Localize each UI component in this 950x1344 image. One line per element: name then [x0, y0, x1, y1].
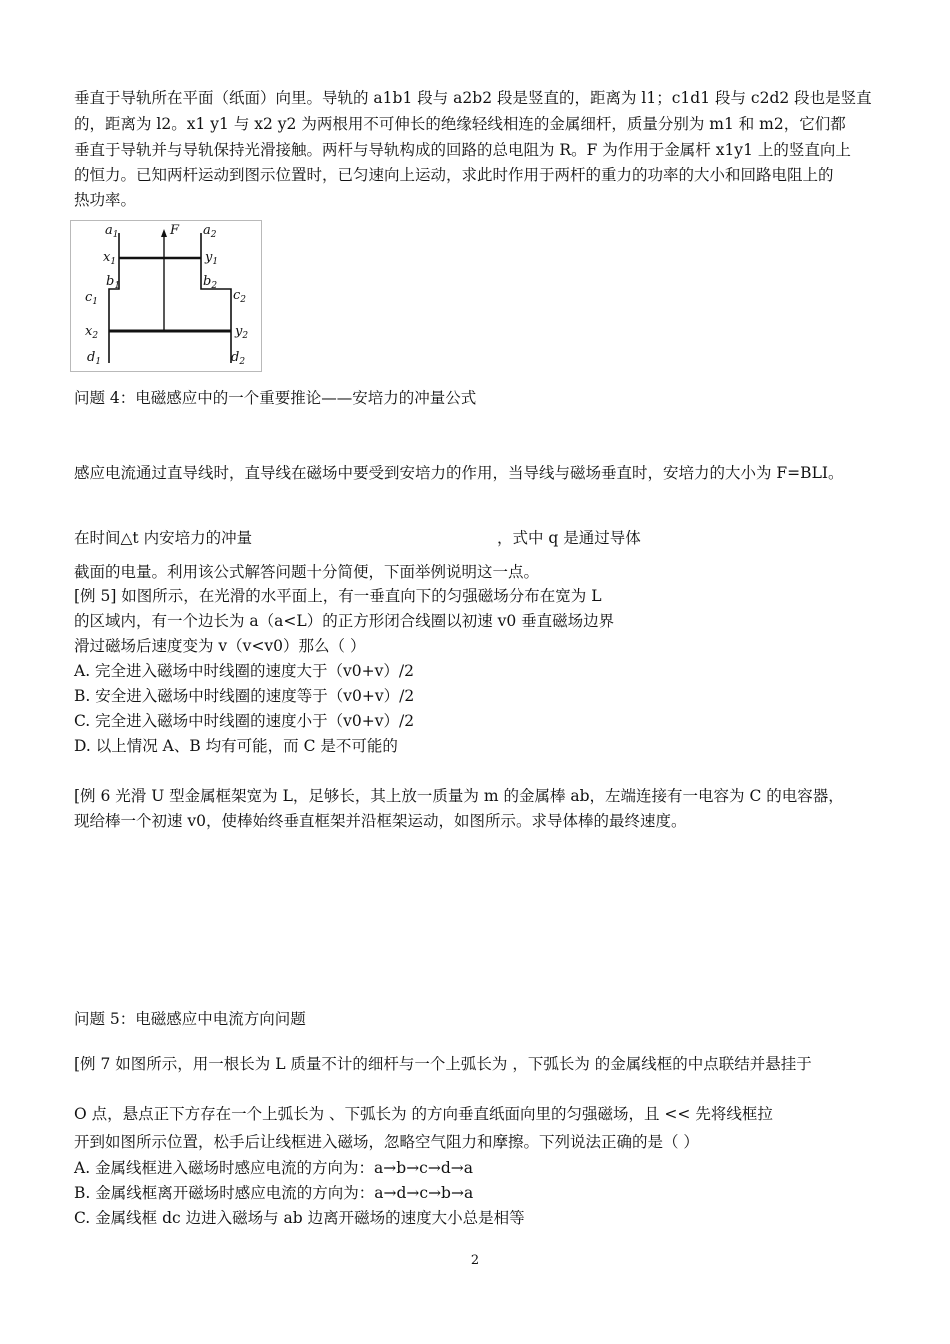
text-line: 垂直于导轨所在平面（纸面）向里。导轨的 a1b1 段与 a2b2 段是竖直的，距离为 l1；c1d1 段与 c2d2 段也是竖直	[74, 89, 872, 107]
example-7-line: 开到如图所示位置，松手后让线框进入磁场，忽略空气阻力和摩擦。下列说法正确的是（ ）	[74, 1133, 699, 1151]
example-6-line: [例 6 光滑 U 型金属框架宽为 L，足够长，其上放一质量为 m 的金属棒 ab，左端连接有一电容为 C 的电容器，	[74, 787, 844, 805]
example-5-line: 的区域内，有一个边长为 a（a<L）的正方形闭合线圈以初速 v0 垂直磁场边界	[74, 612, 615, 630]
label-x2: $x_2$	[85, 324, 99, 341]
rail-diagram-svg	[71, 221, 263, 373]
example-5-option-d: D. 以上情况 A、B 均有可能，而 C 是不可能的	[74, 737, 398, 755]
example-7-option-a: A. 金属线框进入磁场时感应电流的方向为：a→b→c→d→a	[74, 1159, 474, 1177]
example-7-option-c: C. 金属线框 dc 边进入磁场与 ab 边离开磁场的速度大小总是相等	[74, 1209, 525, 1227]
label-a2: $a_2$	[203, 223, 217, 240]
text-line: 感应电流通过直导线时，直导线在磁场中要受到安培力的作用，当导线与磁场垂直时，安培力的大小为 F=BLI。	[74, 464, 844, 482]
label-a1: $a_1$	[105, 223, 119, 240]
text-line: 的恒力。已知两杆运动到图示位置时，已匀速向上运动，求此时作用于两杆的重力的功率的大小和回路电阻上的	[74, 166, 834, 184]
text-line: 热功率。	[74, 191, 137, 209]
force-arrow-head	[161, 229, 167, 237]
example-5-line: [例 5] 如图所示，在光滑的水平面上，有一垂直向下的匀强磁场分布在宽为 L	[74, 587, 602, 605]
label-y1: $y_1$	[205, 250, 219, 267]
example-6-line: 现给棒一个初速 v0，使棒始终垂直框架并沿框架运动，如图所示。求导体棒的最终速度。	[74, 812, 687, 830]
example-7-line: O 点，悬点正下方存在一个上弧长为 、下弧长为 的方向垂直纸面向里的匀强磁场，且 << 先将线框拉	[74, 1105, 773, 1123]
text-line: 垂直于导轨并与导轨保持光滑接触。两杆与导轨构成的回路的总电阻为 R。F 为作用于金属杆 x1y1 上的竖直向上	[74, 141, 851, 159]
left-rail	[109, 233, 119, 363]
text-line: 截面的电量。利用该公式解答问题十分简便，下面举例说明这一点。	[74, 563, 540, 581]
page-number: 2	[470, 1253, 480, 1268]
text-line: 的，距离为 l2。x1 y1 与 x2 y2 为两根用不可伸长的绝缘轻线相连的金属细杆，质量分别为 m1 和 m2，它们都	[74, 115, 846, 133]
section-title-q4: 问题 4：电磁感应中的一个重要推论——安培力的冲量公式	[74, 389, 477, 407]
label-c1: $c_1$	[85, 290, 99, 307]
example-5-option-b: B. 安全进入磁场中时线圈的速度等于（v0+v）/2	[74, 687, 415, 705]
label-y2: $y_2$	[235, 324, 249, 341]
example-5-option-c: C. 完全进入磁场中时线圈的速度小于（v0+v）/2	[74, 712, 415, 730]
label-b1: $b_1$	[106, 274, 121, 291]
text-line-impulse-a: 在时间△t 内安培力的冲量	[74, 529, 253, 547]
example-7-line: [例 7 如图所示，用一根长为 L 质量不计的细杆与一个上弧长为 ，下弧长为 的金属线框的中点联结并悬挂于	[74, 1055, 812, 1073]
section-title-q5: 问题 5：电磁感应中电流方向问题	[74, 1010, 306, 1028]
example-5-option-a: A. 完全进入磁场中时线圈的速度大于（v0+v）/2	[74, 662, 414, 680]
label-b2: $b_2$	[203, 274, 218, 291]
label-F: F	[170, 223, 180, 238]
text-line-impulse-b: ，式中 q 是通过导体	[497, 529, 641, 547]
label-c2: $c_2$	[233, 288, 247, 305]
rail-diagram	[70, 220, 262, 372]
label-x1: $x_1$	[103, 250, 117, 267]
label-d2: $d_2$	[231, 350, 246, 367]
example-7-option-b: B. 金属线框离开磁场时感应电流的方向为：a→d→c→b→a	[74, 1184, 474, 1202]
example-5-line: 滑过磁场后速度变为 v（v<v0）那么（ ）	[74, 637, 366, 655]
label-d1: $d_1$	[87, 350, 102, 367]
